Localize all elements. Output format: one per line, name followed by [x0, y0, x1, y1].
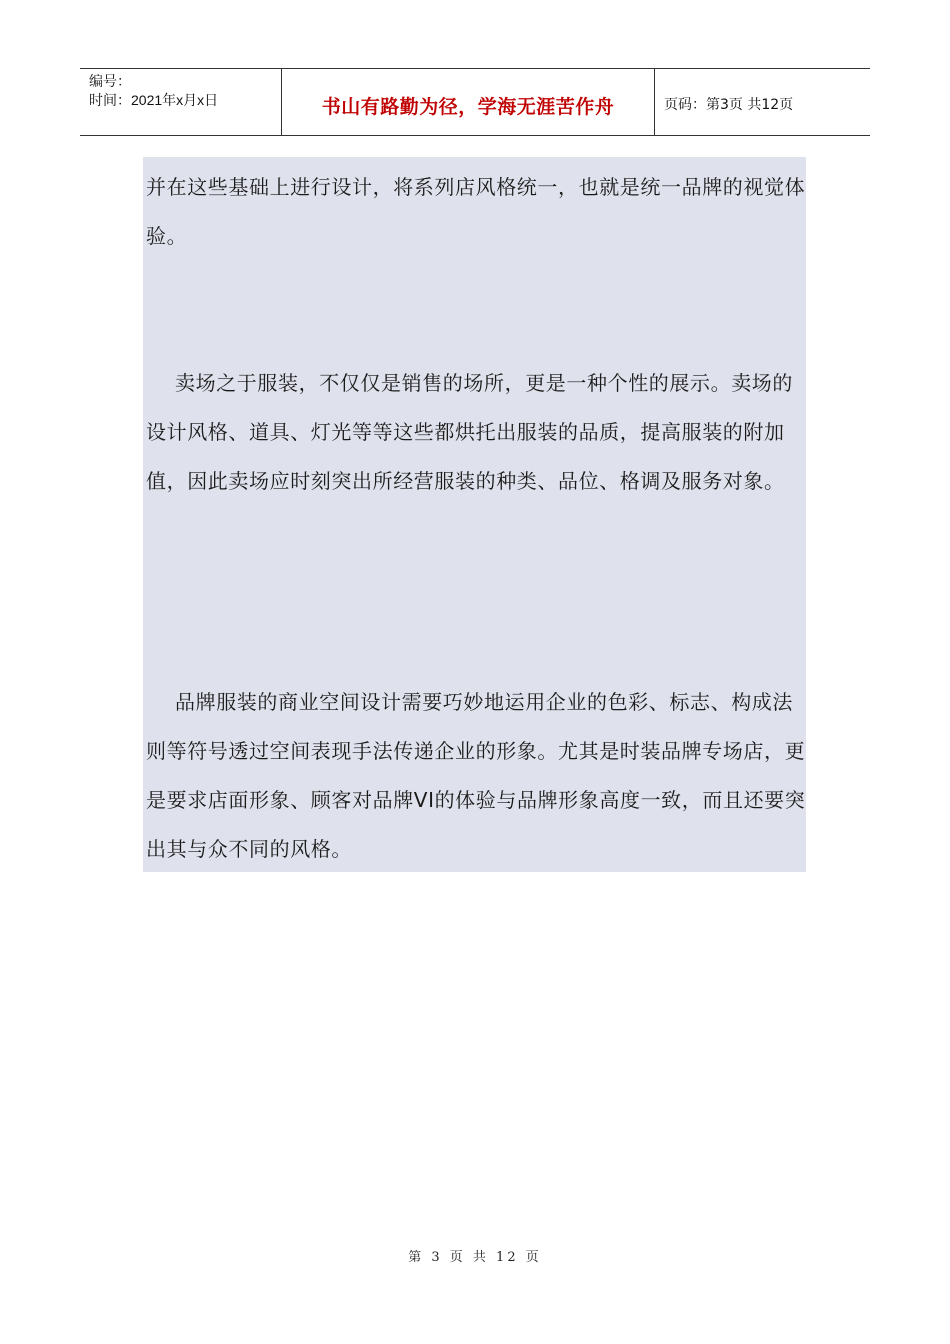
paragraph-3: 品牌服装的商业空间设计需要巧妙地运用企业的色彩、标志、构成法则等符号透过空间表现手法传递企业的形象。尤其是时装品牌专场店，更是要求店面形象、顾客对品牌VI的体验与品牌形象高度一致，而且还要突出其与众不同的风格。: [146, 690, 806, 861]
paragraph-2: 卖场之于服装，不仅仅是销售的场所，更是一种个性的展示。卖场的设计风格、道具、灯光等等这些都烘托出服装的品质，提高服装的附加值，因此卖场应时刻突出所经营服装的种类、品位、格调及服务对象。: [146, 371, 793, 493]
document-number-label: 编号：: [89, 73, 131, 89]
header-motto: 书山有路勤为径，学海无涯苦作舟: [281, 69, 655, 135]
page-header: [80, 68, 870, 136]
page-footer: 第 3 页 共 12 页: [408, 1250, 542, 1265]
header-page-info: 页码：第3页 共12页: [664, 97, 794, 113]
content-block: [143, 157, 806, 872]
paragraph-1: 并在这些基础上进行设计，将系列店风格统一，也就是统一品牌的视觉体验。: [146, 175, 806, 248]
header-meta: [80, 69, 281, 135]
document-date: 时间：2021年x月x日: [89, 92, 219, 108]
